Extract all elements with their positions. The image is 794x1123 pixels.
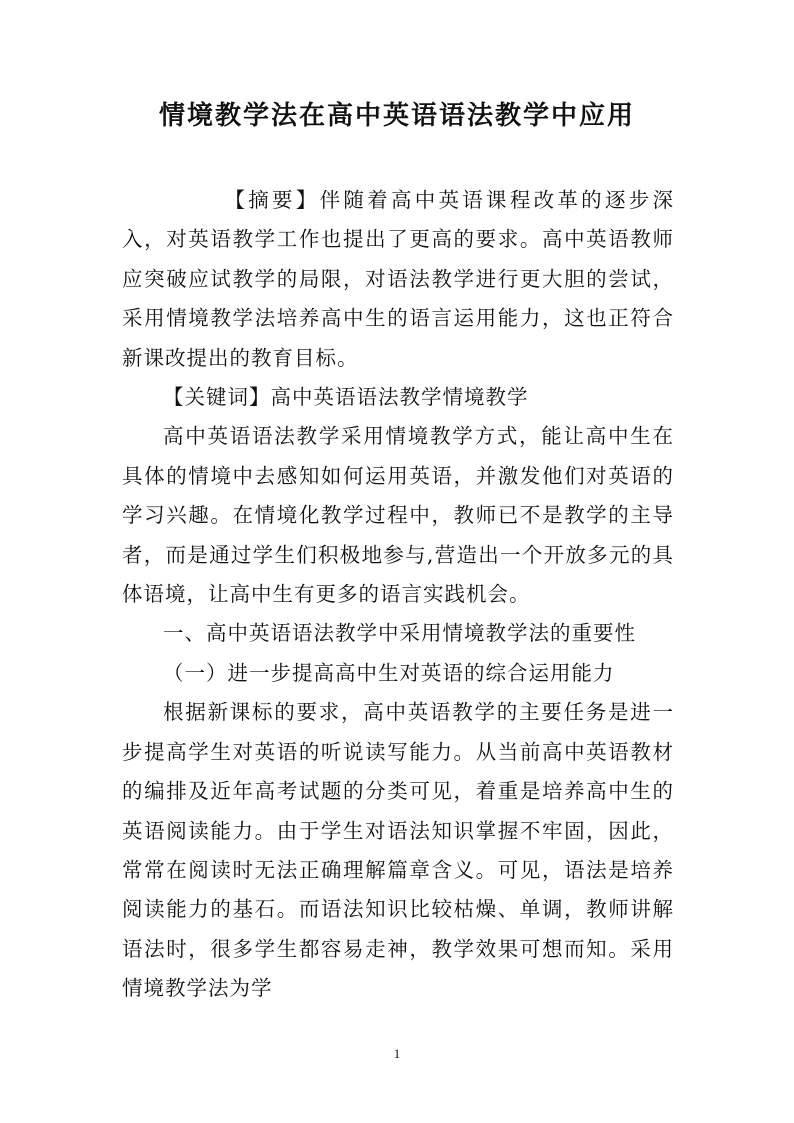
keywords-paragraph: 【关键词】高中英语语法教学情境教学: [163, 385, 529, 410]
body-paragraph: 根据新课标的要求，高中英语教学的主要任务是进一步提高学生对英语的听说读写能力。从当前高中英语教材的编排及近年高考试题的分类可见，着重是培养高中生的英语阅读能力。由于学生对语法知识掌握不牢固，因此，常常在阅读时无法正确理解篇章含义。可见，语法是培养阅读能力的基石。而语法知识比较枯燥、单调，教师讲解语法时，很多学生都容易走神，教学效果可想而知。采用情境教学法为学: [122, 700, 674, 1001]
intro-paragraph: 高中英语语法教学采用情境教学方式，能让高中生在具体的情境中去感知如何运用英语，并激发他们对英语的学习兴趣。在情境化教学过程中，教师已不是教学的主导者，而是通过学生们积极地参与,营造出一个开放多元的具体语境，让高中生有更多的语言实践机会。: [122, 424, 674, 607]
document-title: 情境教学法在高中英语语法教学中应用: [158, 101, 635, 131]
document-body: [122, 181, 674, 1009]
section-heading: 一、高中英语语法教学中采用情境教学法的重要性: [163, 621, 636, 646]
subsection-heading: （一）进一步提高高中生对英语的综合运用能力: [163, 660, 615, 685]
page-number: 1: [393, 1046, 401, 1061]
abstract-paragraph: 【摘要】伴随着高中英语课程改革的逐步深入，对英语教学工作也提出了更高的要求。高中英语教师应突破应试教学的局限，对语法教学进行更大胆的尝试，采用情境教学法培养高中生的语言运用能力，这也正符合新课改提出的教育目标。: [122, 188, 674, 370]
